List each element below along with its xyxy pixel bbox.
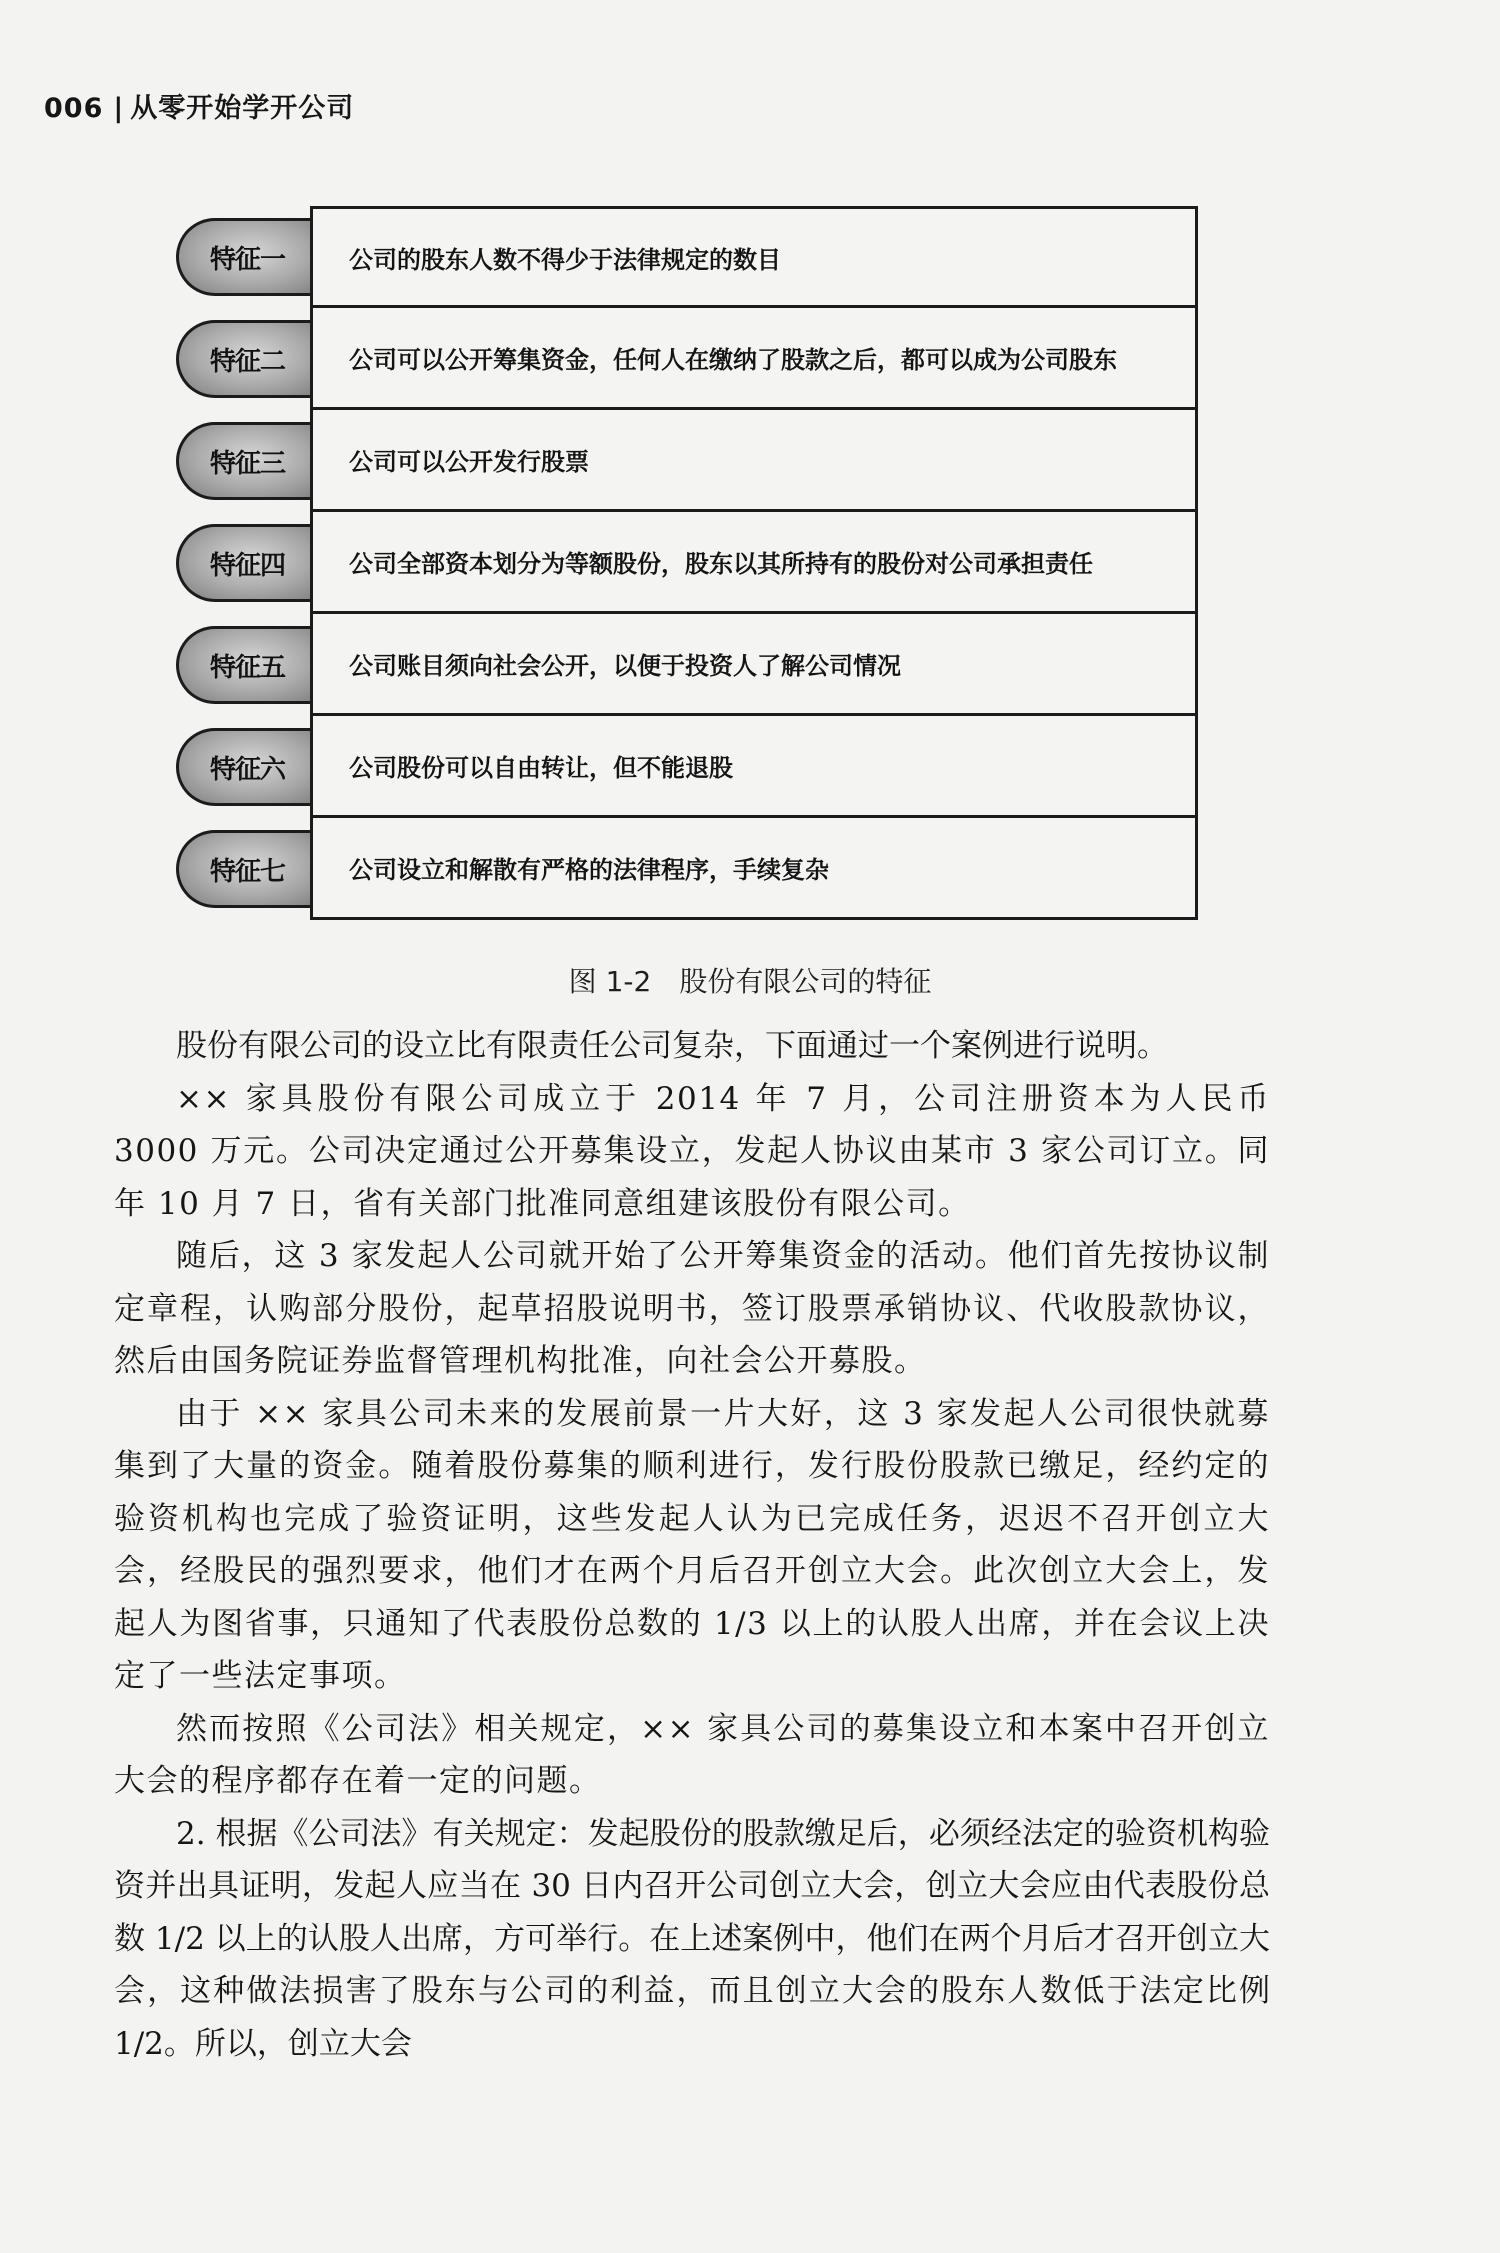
feature-row [176,614,1198,716]
feature-label: 特征四 [209,550,285,581]
feature-text: 公司可以公开发行股票 [310,410,1198,512]
header-separator: | [113,93,125,124]
feature-row [176,410,1198,512]
feature-label-pill [176,320,310,398]
case-paragraph: 由于 ×× 家具公司未来的发展前景一片大好，这 3 家发起人公司很快就募集到了大量的资金。随着股份募集的顺利进行，发行股份股款已缴足，经约定的验资机构也完成了验资证明，这些发起人认为已完成任务，迟迟不召开创立大会，经股民的强烈要求，他们才在两个月后召开创立大会。此次创立大会上，发起人为图省事，只通知了代表股份总数的 1/3 以上的认股人出席，并在会议上决定了一些法定事项。 [114,1395,1270,1694]
case-paragraph: ×× 家具股份有限公司成立于 2014 年 7 月，公司注册资本为人民币 3000 万元。公司决定通过公开募集设立，发起人协议由某市 3 家公司订立。同年 10 月 7 日，省有关部门批准同意组建该股份有限公司。 [114,1080,1270,1222]
feature-row [176,206,1198,308]
feature-row [176,818,1198,920]
feature-label: 特征一 [209,244,285,275]
figure-number: 图 1-2 [568,965,652,998]
feature-label-pill [176,830,310,908]
figure-caption [0,960,1500,1000]
case-paragraph: 随后，这 3 家发起人公司就开始了公开筹集资金的活动。他们首先按协议制定章程，认购部分股份，起草招股说明书，签订股票承销协议、代收股款协议，然后由国务院证券监督管理机构批准，向社会公开募股。 [114,1238,1270,1379]
case-paragraph: 然而按照《公司法》相关规定，×× 家具公司的募集设立和本案中召开创立大会的程序都存在着一定的问题。 [114,1710,1270,1799]
paragraph: 2. 根据《公司法》有关规定：发起股份的股款缴足后，必须经法定的验资机构验资并出具证明，发起人应当在 30 日内召开公司创立大会，创立大会应由代表股份总数 1/2 以上的认股人出席，方可举行。在上述案例中，他们在两个月后才召开创立大会，这种做法损害了股东与公司的利益，而且创立大会的股东人数低于法定比例 1/2。所以，创立大会 [114,1815,1270,2062]
feature-label-pill [176,422,310,500]
feature-label-pill [176,728,310,806]
running-head [44,86,354,125]
feature-label: 特征七 [209,856,285,887]
page-number: 006 [44,93,104,124]
feature-text: 公司账目须向社会公开，以便于投资人了解公司情况 [310,614,1198,716]
feature-text: 公司全部资本划分为等额股份，股东以其所持有的股份对公司承担责任 [310,512,1198,614]
feature-text: 公司股份可以自由转让，但不能退股 [310,716,1198,818]
figure-title: 股份有限公司的特征 [679,965,932,998]
body-text [114,1020,1270,2070]
feature-text: 公司设立和解散有严格的法律程序，手续复杂 [310,818,1198,920]
paragraph: 股份有限公司的设立比有限责任公司复杂，下面通过一个案例进行说明。 [176,1028,1168,1064]
feature-label: 特征六 [209,754,285,785]
feature-row [176,308,1198,410]
feature-label: 特征五 [209,652,285,683]
feature-text: 公司的股东人数不得少于法律规定的数目 [310,206,1198,308]
feature-label-pill [176,524,310,602]
feature-label: 特征三 [209,448,285,479]
feature-label-pill [176,626,310,704]
feature-row [176,716,1198,818]
book-title: 从零开始学开公司 [130,93,355,124]
feature-row [176,512,1198,614]
feature-text: 公司可以公开筹集资金，任何人在缴纳了股款之后，都可以成为公司股东 [310,308,1198,410]
feature-label: 特征二 [209,346,285,377]
feature-label-pill [176,218,310,296]
feature-table [176,206,1198,920]
